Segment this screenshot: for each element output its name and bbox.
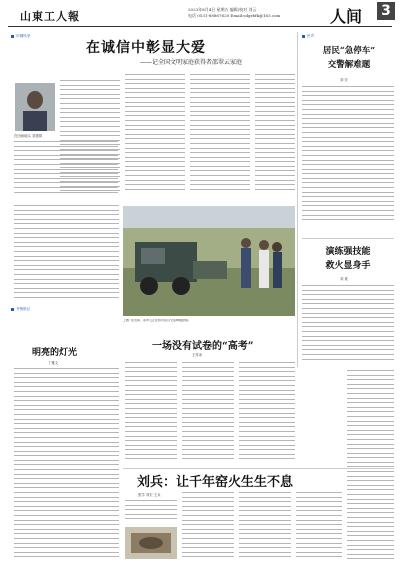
left-lower-byline: 丁雅文	[48, 361, 59, 365]
bottom-col-0	[125, 500, 177, 522]
section-title: 人间	[330, 7, 363, 26]
right-top-title-line1: 居民“急停车”	[322, 46, 376, 56]
bottom-col-2	[239, 492, 291, 562]
right-top-byline: 刘 宏	[340, 78, 348, 82]
lead-title: 在诚信中彰显大爱	[86, 40, 206, 56]
bottom-byline: 张学 刘宏 王兵	[138, 493, 161, 497]
portrait-image	[15, 83, 55, 131]
masthead-meta-line: 2023年8月4日 星期五 编辑/校对 刘云	[188, 7, 257, 12]
page-number: 3	[377, 2, 395, 20]
bottom-col-4	[347, 370, 394, 562]
column-divider	[297, 32, 298, 367]
lead-kicker: 巾帼风采	[11, 34, 30, 39]
harvest-photo	[123, 206, 295, 316]
lead-subtitle: ——记全国文明家庭获得者邵翠云家庭	[140, 59, 243, 66]
center-lower-byline: 王传冰	[192, 353, 203, 357]
lead-text-col-0	[14, 141, 118, 201]
kiln-image	[125, 527, 177, 559]
left-lower-title: 明亮的灯光	[32, 348, 78, 358]
center-lower-col-1	[125, 362, 177, 464]
right-divider	[302, 238, 394, 239]
newspaper-logo: 山東工人報	[20, 10, 80, 23]
kiln-photo	[125, 527, 177, 559]
bottom-title: 刘兵：让千年窑火生生不息	[137, 475, 294, 490]
lead-text-col-2	[125, 74, 185, 202]
left-lower-text	[14, 368, 119, 563]
lead-text-col-3	[190, 74, 250, 202]
center-lower-title: 一场没有试卷的“高考”	[152, 341, 254, 352]
right-middle-title-line2: 救火显身手	[325, 261, 371, 271]
right-middle-text	[302, 285, 394, 365]
right-top-kicker: 民声	[302, 34, 314, 39]
bottom-col-3	[296, 492, 342, 562]
center-lower-col-3	[239, 362, 295, 464]
portrait-caption: 在田间地头 刘建琪	[14, 134, 43, 138]
masthead-meta	[188, 7, 338, 19]
left-column-text	[14, 205, 119, 305]
right-top-title-line2: 交警解难题	[327, 60, 371, 70]
masthead-rule	[8, 26, 392, 27]
right-middle-title-line1: 演练强技能	[325, 247, 371, 257]
right-middle-byline: 刘 欢	[340, 277, 348, 281]
lead-text-col-4	[255, 74, 295, 202]
photo-caption: 上图: 在田间，邵翠云正在和村民们交流种植经验。	[123, 319, 191, 322]
masthead-meta-line: 电话 0531-88867620 Email:sdgrbfk@163.com	[188, 13, 281, 18]
harvest-image	[123, 206, 295, 316]
center-lower-col-2	[182, 362, 234, 464]
bottom-col-1	[182, 492, 234, 562]
right-top-text	[302, 86, 394, 231]
left-lower-kicker: 齐鲁散记	[11, 307, 30, 312]
portrait-photo	[15, 83, 55, 131]
